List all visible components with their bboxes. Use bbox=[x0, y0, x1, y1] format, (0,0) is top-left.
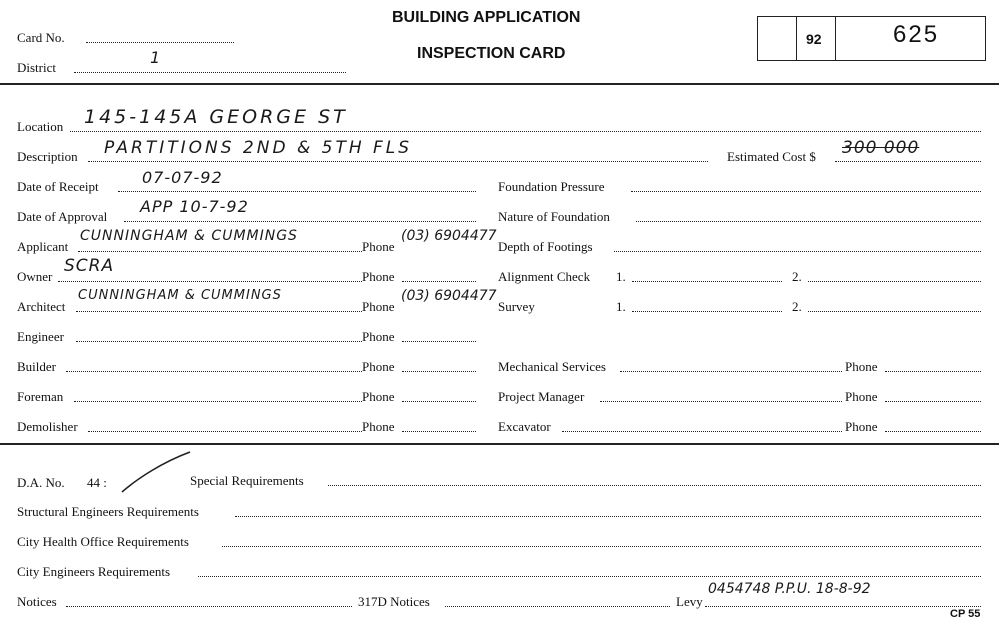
engineer-field[interactable] bbox=[76, 341, 362, 342]
owner-value: SCRA bbox=[64, 256, 115, 276]
builder-label: Builder bbox=[17, 359, 56, 374]
mechanical-phone-label: Phone bbox=[845, 359, 878, 374]
mechanical-phone-field[interactable] bbox=[885, 371, 981, 372]
project-manager-phone-label: Phone bbox=[845, 389, 878, 404]
approval-field[interactable] bbox=[124, 221, 476, 222]
depth-footings-field[interactable] bbox=[614, 251, 981, 252]
page-subtitle: INSPECTION CARD bbox=[417, 45, 566, 62]
card-year: 92 bbox=[806, 31, 822, 47]
section-divider bbox=[0, 443, 999, 445]
levy-field[interactable] bbox=[705, 606, 981, 607]
applicant-phone-value: (03) 6904477 bbox=[401, 228, 497, 244]
location-field[interactable] bbox=[70, 131, 981, 132]
levy-value: 0454748 P.P.U. 18-8-92 bbox=[708, 581, 871, 597]
foreman-field[interactable] bbox=[74, 401, 362, 402]
card-no-label: Card No. bbox=[17, 30, 65, 45]
builder-phone-field[interactable] bbox=[402, 371, 476, 372]
notices-317d-label: 317D Notices bbox=[358, 594, 430, 609]
estimated-cost-label: Estimated Cost $ bbox=[727, 149, 816, 164]
architect-value: CUNNINGHAM & CUMMINGS bbox=[78, 288, 282, 303]
owner-phone-label: Phone bbox=[362, 269, 395, 284]
description-field[interactable] bbox=[88, 161, 708, 162]
receipt-label: Date of Receipt bbox=[17, 179, 99, 194]
description-label: Description bbox=[17, 149, 78, 164]
excavator-phone-label: Phone bbox=[845, 419, 878, 434]
location-label: Location bbox=[17, 119, 64, 134]
foreman-label: Foreman bbox=[17, 389, 64, 404]
location-value: 145-145A GEORGE ST bbox=[84, 106, 348, 128]
applicant-label: Applicant bbox=[17, 239, 69, 254]
survey-1-label: 1. bbox=[616, 299, 626, 314]
project-manager-phone-field[interactable] bbox=[885, 401, 981, 402]
builder-phone-label: Phone bbox=[362, 359, 395, 374]
alignment-check-label: Alignment Check bbox=[498, 269, 591, 284]
demolisher-field[interactable] bbox=[88, 431, 362, 432]
survey-1-field[interactable] bbox=[632, 311, 782, 312]
header-divider bbox=[0, 83, 999, 85]
architect-phone-label: Phone bbox=[362, 299, 395, 314]
project-manager-field[interactable] bbox=[600, 401, 842, 402]
notices-field[interactable] bbox=[66, 606, 352, 607]
levy-label: Levy bbox=[676, 594, 703, 609]
nature-foundation-field[interactable] bbox=[636, 221, 981, 222]
structural-req-field[interactable] bbox=[235, 516, 981, 517]
project-manager-label: Project Manager bbox=[498, 389, 585, 404]
alignment-check-2-label: 2. bbox=[792, 269, 802, 284]
demolisher-phone-label: Phone bbox=[362, 419, 395, 434]
applicant-value: CUNNINGHAM & CUMMINGS bbox=[80, 228, 298, 244]
notices-317d-field[interactable] bbox=[445, 606, 670, 607]
estimated-cost-value: 300 000 bbox=[842, 138, 920, 158]
da-slash-mark bbox=[118, 448, 198, 496]
foundation-pressure-label: Foundation Pressure bbox=[498, 179, 605, 194]
depth-footings-label: Depth of Footings bbox=[498, 239, 593, 254]
alignment-check-1-label: 1. bbox=[616, 269, 626, 284]
card-number-box bbox=[757, 16, 986, 61]
receipt-field[interactable] bbox=[118, 191, 476, 192]
architect-label: Architect bbox=[17, 299, 66, 314]
district-label: District bbox=[17, 60, 56, 75]
special-req-field[interactable] bbox=[328, 485, 981, 486]
architect-phone-value: (03) 6904477 bbox=[401, 288, 497, 304]
page-title: BUILDING APPLICATION bbox=[392, 9, 581, 26]
da-no-label: D.A. No. bbox=[17, 475, 65, 490]
card-no-field[interactable] bbox=[86, 42, 234, 43]
owner-label: Owner bbox=[17, 269, 53, 284]
approval-label: Date of Approval bbox=[17, 209, 108, 224]
applicant-phone-label: Phone bbox=[362, 239, 395, 254]
engineer-phone-field[interactable] bbox=[402, 341, 476, 342]
mechanical-services-field[interactable] bbox=[620, 371, 842, 372]
architect-field[interactable] bbox=[76, 311, 362, 312]
builder-field[interactable] bbox=[66, 371, 362, 372]
foreman-phone-label: Phone bbox=[362, 389, 395, 404]
health-req-label: City Health Office Requirements bbox=[17, 534, 189, 549]
card-number: 625 bbox=[893, 21, 940, 48]
structural-req-label: Structural Engineers Requirements bbox=[17, 504, 199, 519]
survey-label: Survey bbox=[498, 299, 535, 314]
alignment-check-1-field[interactable] bbox=[632, 281, 782, 282]
approval-value: APP 10-7-92 bbox=[140, 197, 249, 216]
city-eng-req-label: City Engineers Requirements bbox=[17, 564, 171, 579]
special-req-label: Special Requirements bbox=[190, 473, 304, 488]
notices-label: Notices bbox=[17, 594, 57, 609]
foundation-pressure-field[interactable] bbox=[631, 191, 981, 192]
city-eng-req-field[interactable] bbox=[198, 576, 981, 577]
da-no-value: 44 : bbox=[87, 475, 107, 490]
nature-foundation-label: Nature of Foundation bbox=[498, 209, 610, 224]
demolisher-phone-field[interactable] bbox=[402, 431, 476, 432]
owner-phone-field[interactable] bbox=[402, 281, 476, 282]
applicant-field[interactable] bbox=[78, 251, 362, 252]
excavator-field[interactable] bbox=[562, 431, 842, 432]
engineer-phone-label: Phone bbox=[362, 329, 395, 344]
foreman-phone-field[interactable] bbox=[402, 401, 476, 402]
district-value: 1 bbox=[150, 48, 162, 67]
demolisher-label: Demolisher bbox=[17, 419, 78, 434]
district-field[interactable] bbox=[74, 72, 346, 73]
survey-2-label: 2. bbox=[792, 299, 802, 314]
health-req-field[interactable] bbox=[222, 546, 981, 547]
receipt-value: 07-07-92 bbox=[142, 168, 223, 187]
mechanical-services-label: Mechanical Services bbox=[498, 359, 606, 374]
description-value: PARTITIONS 2ND & 5TH FLS bbox=[104, 138, 413, 158]
excavator-phone-field[interactable] bbox=[885, 431, 981, 432]
excavator-label: Excavator bbox=[498, 419, 551, 434]
alignment-check-2-field[interactable] bbox=[808, 281, 981, 282]
owner-field[interactable] bbox=[58, 281, 362, 282]
estimated-cost-field[interactable] bbox=[835, 161, 981, 162]
form-code: CP 55 bbox=[950, 608, 981, 620]
engineer-label: Engineer bbox=[17, 329, 64, 344]
survey-2-field[interactable] bbox=[808, 311, 981, 312]
